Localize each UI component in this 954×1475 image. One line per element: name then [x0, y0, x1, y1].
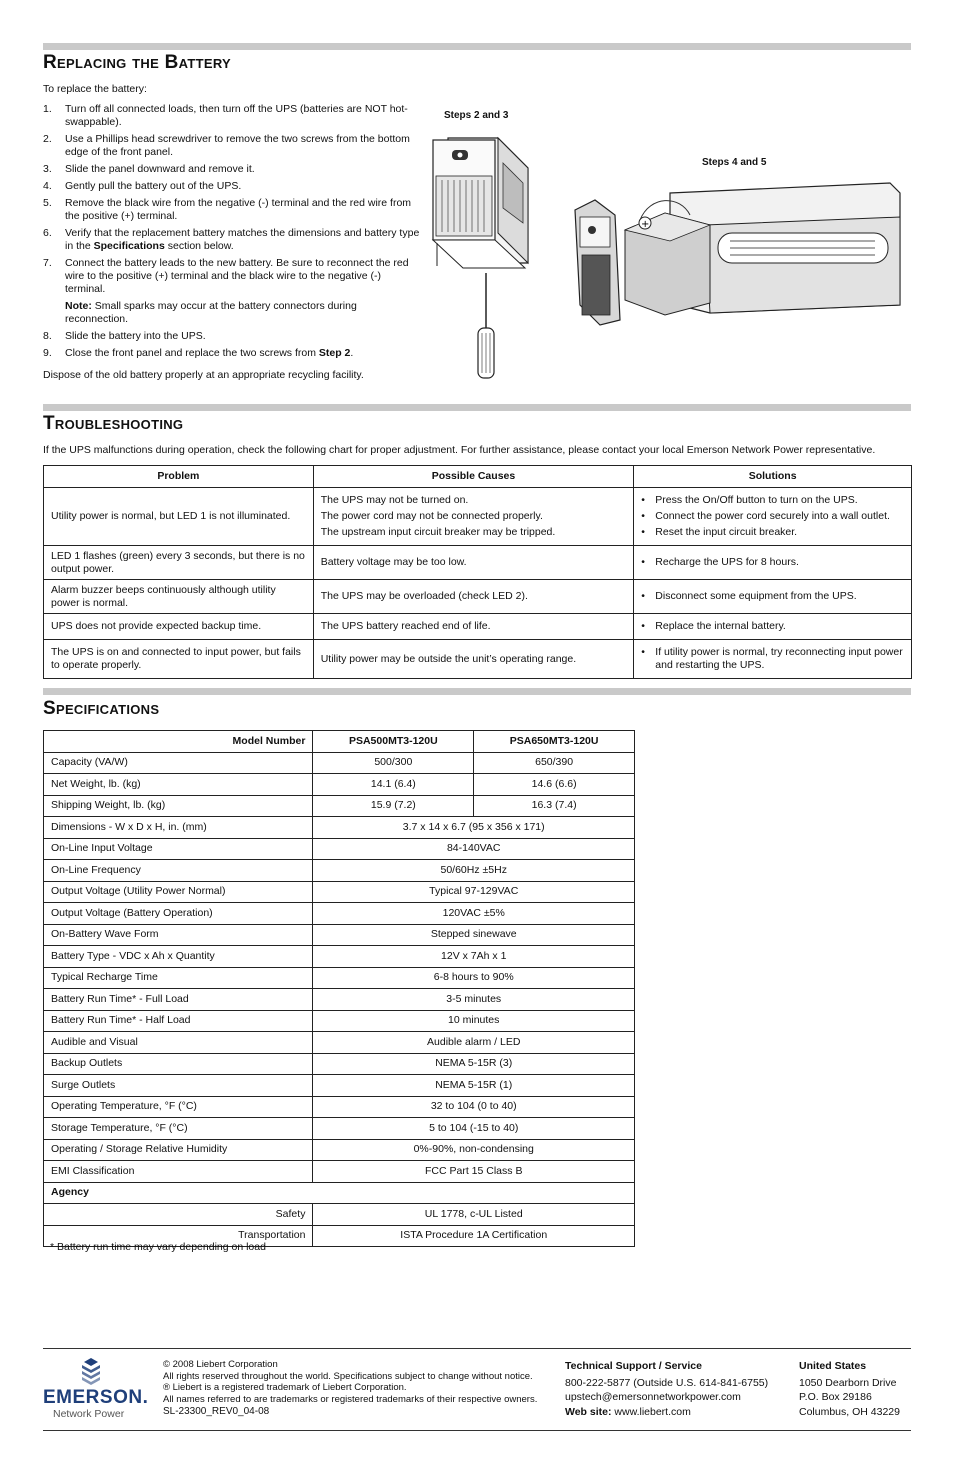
ups-front-panel-illustration: [428, 128, 538, 383]
table-row: Battery Run Time* - Full Load 3-5 minutes: [44, 989, 635, 1011]
section-title-troubleshooting: Troubleshooting: [43, 413, 184, 434]
table-row: Net Weight, lb. (kg) 14.1 (6.4) 14.6 (6.6): [44, 774, 635, 796]
step-item: 8. Slide the battery into the UPS.: [43, 330, 206, 342]
step-item: 6. Verify that the replacement battery matches the dimensions and battery type in the Specifications section below.: [43, 227, 420, 252]
step-note: Note: Small sparks may occur at the battery connectors during reconnection.: [65, 300, 357, 325]
table-row: Output Voltage (Utility Power Normal) Typical 97-129VAC: [44, 881, 635, 903]
table-row: On-Battery Wave Form Stepped sinewave: [44, 924, 635, 946]
footer-bottom-rule: [43, 1430, 911, 1431]
table-row: EMI Classification FCC Part 15 Class B: [44, 1161, 635, 1183]
causes-cell: The UPS may not be turned on. The power cord may not be connected properly. The upstream input circuit breaker may be tripped.: [313, 488, 634, 546]
figure-steps-2-3-label: Steps 2 and 3: [444, 110, 509, 121]
table-row: Battery Type - VDC x Ah x Quantity 12V x 7Ah x 1: [44, 946, 635, 968]
column-header: Problem: [44, 466, 314, 488]
table-row: [44, 640, 912, 679]
table-row: Surge Outlets NEMA 5-15R (1): [44, 1075, 635, 1097]
table-row: Safety UL 1778, c-UL Listed: [44, 1204, 635, 1226]
table-row: [44, 488, 912, 546]
troubleshooting-table: [43, 465, 912, 679]
footer-legal-block: © 2008 Liebert Corporation All rights reserved throughout the world. Specifications subject to change without notice. ® Liebert is a registered trademark of Liebert Corporation. All names referred to are trademarks or registered trademarks of their respective owners. SL-23300_REV0_04-08: [163, 1359, 538, 1417]
table-row: [44, 546, 912, 580]
section-title-specifications: Specifications: [43, 698, 160, 719]
ups-battery-removal-illustration: [570, 175, 905, 330]
emerson-logo-wordmark: EMERSON.: [43, 1387, 149, 1408]
spec-footnote: * Battery run time may vary depending on load: [50, 1241, 266, 1253]
table-header-row: [44, 731, 635, 753]
support-email-link[interactable]: upstech@emersonnetworkpower.com: [565, 1391, 741, 1403]
table-row: Battery Run Time* - Half Load 10 minutes: [44, 1010, 635, 1032]
problem-cell: UPS does not provide expected backup time.: [44, 614, 314, 640]
svg-text:+: +: [641, 219, 650, 230]
table-row: Audible and Visual Audible alarm / LED: [44, 1032, 635, 1054]
causes-cell: Utility power may be outside the unit’s operating range.: [313, 640, 634, 679]
emerson-logo-icon: [78, 1357, 104, 1387]
step-item: 5. Remove the black wire from the negative (-) terminal and the red wire from the positive (+) terminal.: [43, 197, 412, 222]
table-row: [44, 580, 912, 614]
solutions-cell: • Disconnect some equipment from the UPS.: [634, 580, 912, 614]
table-row: On-Line Frequency 50/60Hz ±5Hz: [44, 860, 635, 882]
causes-cell: Battery voltage may be too low.: [313, 546, 634, 580]
section-title-battery: Replacing the Battery: [43, 52, 232, 73]
section-bar-troubleshooting: [43, 404, 911, 411]
table-row: Operating Temperature, °F (°C) 32 to 104 (0 to 40): [44, 1096, 635, 1118]
table-row: Operating / Storage Relative Humidity 0%-90%, non-condensing: [44, 1139, 635, 1161]
solutions-cell: • If utility power is normal, try reconnecting input power and restarting the UPS.: [634, 640, 912, 679]
specifications-table: [43, 730, 635, 1247]
table-row: Backup Outlets NEMA 5-15R (3): [44, 1053, 635, 1075]
troubleshooting-intro: If the UPS malfunctions during operation, check the following chart for proper adjustment. For further assistance, please contact your local Emerson Network Power representative.: [43, 444, 876, 456]
battery-steps-list: [43, 103, 421, 364]
causes-cell: The UPS battery reached end of life.: [313, 614, 634, 640]
step-item: 4. Gently pull the battery out of the UPS.: [43, 180, 242, 192]
problem-cell: Alarm buzzer beeps continuously although utility power is normal.: [44, 580, 314, 614]
table-row: Capacity (VA/W) 500/300 650/390: [44, 752, 635, 774]
battery-dispose-note: Dispose of the old battery properly at an appropriate recycling facility.: [43, 369, 364, 381]
model-number-label: Model Number: [44, 731, 313, 753]
section-bar-battery: [43, 43, 911, 50]
column-header: Solutions: [634, 466, 912, 488]
footer-support-block: Technical Support / Service 800-222-5877 (Outside U.S. 614-841-6755) upstech@emersonnetworkpower.com Web site: www.liebert.com: [565, 1359, 790, 1419]
footer-top-rule: [43, 1348, 911, 1349]
table-row: On-Line Input Voltage 84-140VAC: [44, 838, 635, 860]
table-row: Output Voltage (Battery Operation) 120VAC ±5%: [44, 903, 635, 925]
solutions-cell: • Replace the internal battery.: [634, 614, 912, 640]
table-row: Transportation ISTA Procedure 1A Certification: [44, 1225, 635, 1247]
step-item: 1. Turn off all connected loads, then turn off the UPS (batteries are NOT hot-swappable).: [43, 103, 408, 128]
emerson-logo-subtitle: Network Power: [53, 1408, 125, 1420]
footer-address-block: United States 1050 Dearborn Drive P.O. Box 29186 Columbus, OH 43229: [799, 1360, 900, 1418]
step-item: 7. Connect the battery leads to the new battery. Be sure to reconnect the red wire to the positive (+) terminal and the black wire to the negative (-) terminal. Note: Small sparks may occur at the battery connectors during reconnection.: [43, 257, 421, 326]
problem-cell: LED 1 flashes (green) every 3 seconds, but there is no output power.: [44, 546, 314, 580]
website-link[interactable]: www.liebert.com: [614, 1405, 691, 1418]
figure-steps-4-5-label: Steps 4 and 5: [702, 157, 767, 168]
model-psa650: PSA650MT3-120U: [474, 731, 635, 753]
table-header-row: [44, 466, 912, 488]
model-psa500: PSA500MT3-120U: [313, 731, 474, 753]
problem-cell: The UPS is on and connected to input power, but fails to operate properly.: [44, 640, 314, 679]
solutions-cell: • Press the On/Off button to turn on the UPS. • Connect the power cord securely into a wall outlet. • Reset the input circuit breaker.: [634, 488, 912, 546]
column-header: Possible Causes: [313, 466, 634, 488]
step-item: 2. Use a Phillips head screwdriver to remove the two screws from the bottom edge of the front panel.: [43, 133, 410, 158]
battery-intro: To replace the battery:: [43, 83, 147, 95]
table-row: Storage Temperature, °F (°C) 5 to 104 (-15 to 40): [44, 1118, 635, 1140]
section-bar-specifications: [43, 688, 911, 695]
problem-cell: Utility power is normal, but LED 1 is not illuminated.: [44, 488, 314, 546]
causes-cell: The UPS may be overloaded (check LED 2).: [313, 580, 634, 614]
table-row: Shipping Weight, lb. (kg) 15.9 (7.2) 16.3 (7.4): [44, 795, 635, 817]
table-row: Dimensions - W x D x H, in. (mm) 3.7 x 14 x 6.7 (95 x 356 x 171): [44, 817, 635, 839]
step-item: 9. Close the front panel and replace the two screws from Step 2.: [43, 347, 354, 359]
step-item: 3. Slide the panel downward and remove it.: [43, 163, 255, 175]
table-row: Typical Recharge Time 6-8 hours to 90%: [44, 967, 635, 989]
agency-row: Agency: [44, 1182, 635, 1204]
table-row: [44, 614, 912, 640]
solutions-cell: • Recharge the UPS for 8 hours.: [634, 546, 912, 580]
